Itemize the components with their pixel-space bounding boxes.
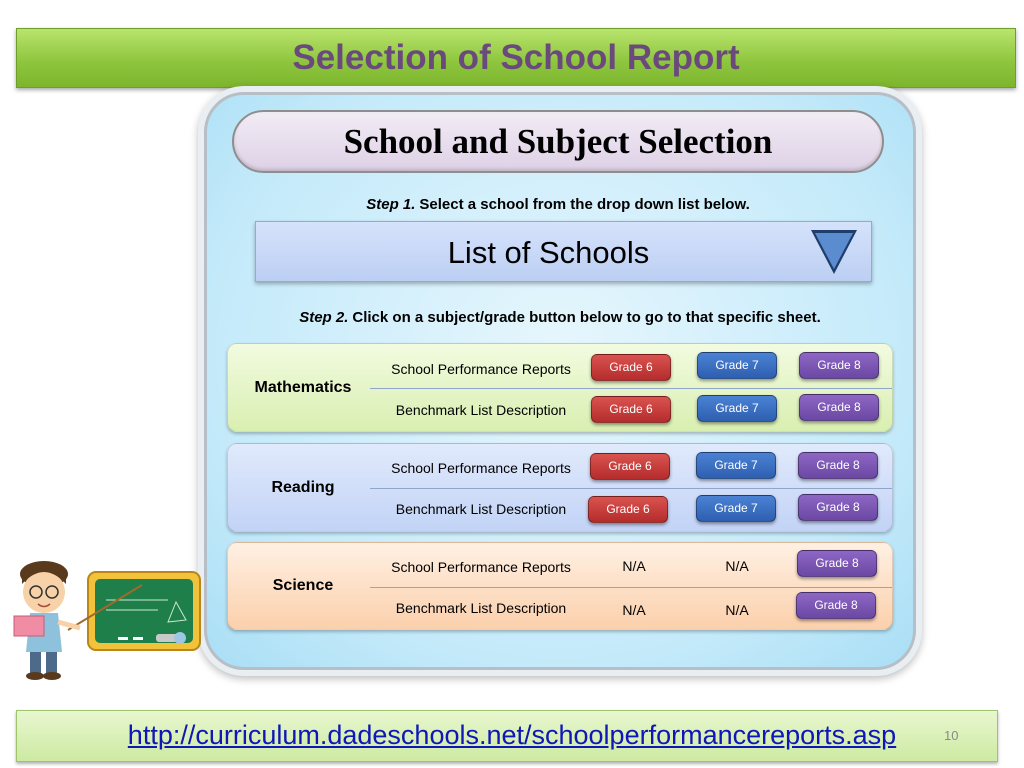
step1-text: Select a school from the drop down list below. bbox=[419, 196, 750, 213]
subject-name: Mathematics bbox=[254, 378, 352, 396]
divider bbox=[370, 388, 892, 389]
na-value: N/A bbox=[725, 602, 749, 618]
page-title: Selection of School Report bbox=[292, 38, 740, 77]
math-report-grade6-button[interactable]: Grade 6 bbox=[591, 354, 671, 381]
row-label: Benchmark List Description bbox=[395, 501, 567, 517]
row-label: Benchmark List Description bbox=[395, 600, 567, 616]
step2-instruction bbox=[232, 309, 888, 326]
subject-name: Science bbox=[272, 577, 334, 594]
panel-title-banner bbox=[232, 110, 884, 173]
report-url-link[interactable]: http://curriculum.dadeschools.net/schoolperformancereports.asp bbox=[127, 720, 897, 750]
na-value: N/A bbox=[622, 602, 646, 618]
reading-report-grade7-button[interactable]: Grade 7 bbox=[696, 452, 776, 479]
reading-report-grade8-button[interactable]: Grade 8 bbox=[798, 452, 878, 479]
reading-benchmark-grade8-button[interactable]: Grade 8 bbox=[798, 494, 878, 521]
triangle-down-icon[interactable] bbox=[811, 230, 857, 274]
science-benchmark-grade8-button[interactable]: Grade 8 bbox=[796, 592, 876, 619]
na-value: N/A bbox=[622, 558, 646, 574]
mathematics-section bbox=[227, 343, 893, 432]
school-dropdown-value: List of Schools bbox=[447, 235, 650, 270]
row-label: School Performance Reports bbox=[391, 361, 571, 377]
math-report-grade7-button[interactable]: Grade 7 bbox=[697, 352, 777, 379]
row-label: School Performance Reports bbox=[391, 460, 571, 476]
reading-report-grade6-button[interactable]: Grade 6 bbox=[590, 453, 670, 480]
step1-label: Step 1. bbox=[366, 196, 416, 213]
step2-label: Step 2. bbox=[299, 309, 349, 326]
science-report-grade8-button[interactable]: Grade 8 bbox=[797, 550, 877, 577]
step2-text: Click on a subject/grade button below to go to that specific sheet. bbox=[352, 309, 821, 326]
url-banner bbox=[16, 710, 998, 762]
science-section bbox=[227, 542, 893, 630]
na-value: N/A bbox=[725, 558, 749, 574]
math-report-grade8-button[interactable]: Grade 8 bbox=[799, 352, 879, 379]
row-label: School Performance Reports bbox=[391, 559, 571, 575]
school-dropdown[interactable] bbox=[255, 221, 872, 282]
math-benchmark-grade6-button[interactable]: Grade 6 bbox=[591, 396, 671, 423]
reading-benchmark-grade6-button[interactable]: Grade 6 bbox=[588, 496, 668, 523]
title-banner bbox=[16, 28, 1016, 88]
reading-benchmark-grade7-button[interactable]: Grade 7 bbox=[696, 495, 776, 522]
reading-section bbox=[227, 443, 893, 532]
step1-instruction bbox=[232, 196, 884, 213]
slide-number: 10 bbox=[944, 728, 959, 743]
row-label: Benchmark List Description bbox=[395, 402, 567, 418]
math-benchmark-grade8-button[interactable]: Grade 8 bbox=[799, 394, 879, 421]
subject-name: Reading bbox=[271, 478, 335, 496]
divider bbox=[370, 587, 892, 588]
panel-title: School and Subject Selection bbox=[343, 121, 773, 161]
divider bbox=[370, 488, 892, 489]
teacher-chalkboard-clipart bbox=[8, 560, 203, 685]
math-benchmark-grade7-button[interactable]: Grade 7 bbox=[697, 395, 777, 422]
